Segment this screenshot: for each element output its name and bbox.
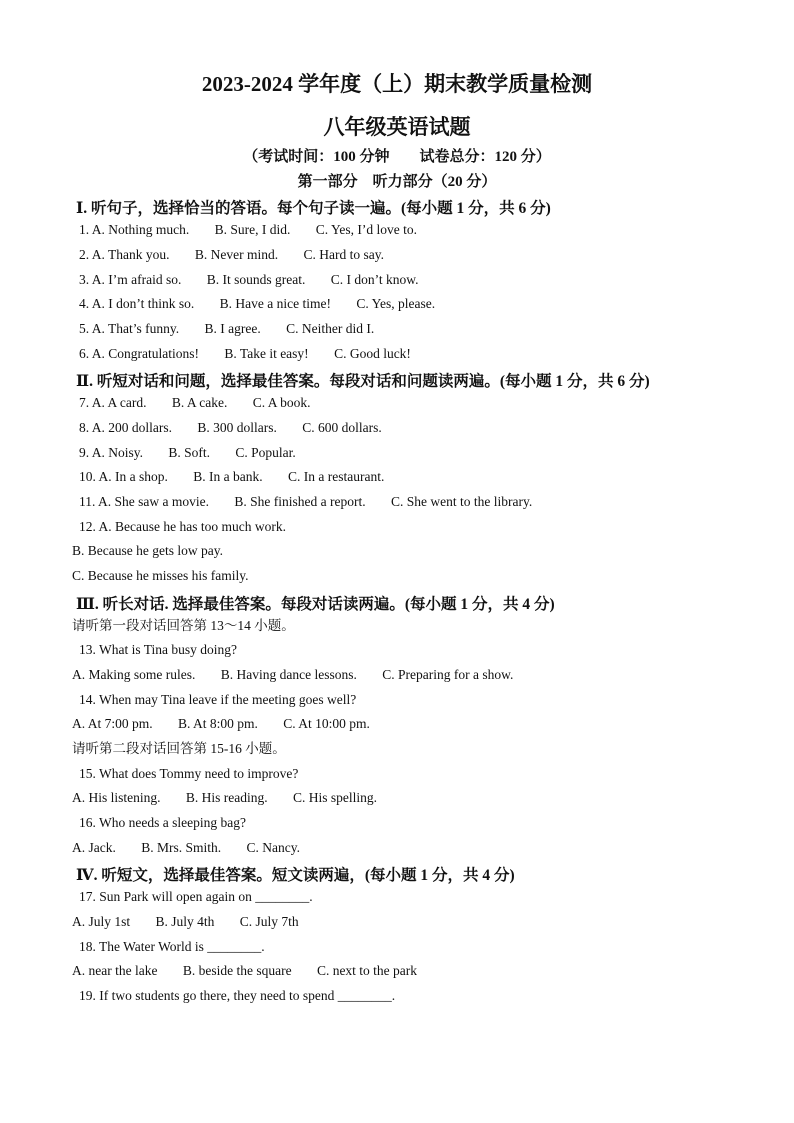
option-b: B. Soft. — [168, 445, 211, 460]
option-c: C. Hard to say. — [303, 247, 385, 262]
option-a: A. near the lake — [72, 963, 158, 978]
option-c: C. Good luck! — [334, 346, 411, 361]
question-7 — [79, 395, 311, 411]
option-c: C. Nancy. — [246, 840, 301, 855]
question-11 — [79, 494, 532, 510]
question-number: 2. — [79, 247, 90, 262]
option-c: C. Popular. — [235, 445, 296, 460]
option-a: A. July 1st — [72, 914, 131, 929]
question-15-stem: 15. What does Tommy need to improve? — [79, 766, 299, 781]
option-a: A. At 7:00 pm. — [72, 716, 153, 731]
question-10 — [79, 469, 384, 485]
question-14-options — [72, 716, 370, 732]
question-number: 10. — [79, 469, 96, 484]
option-b: B. She finished a report. — [234, 494, 366, 509]
question-5 — [79, 321, 374, 337]
instruction-note-1: 请听第一段对话回答第 13～14 小题。 — [72, 618, 295, 633]
question-4 — [79, 296, 435, 312]
question-19-stem: 19. If two students go there, they need to spend ________. — [79, 988, 396, 1003]
section-2-heading: Ⅱ. 听短对话和问题，选择最佳答案。每段对话和问题读两遍。(每小题 1 分，共 6 分) — [76, 373, 650, 390]
exam-subtitle: 八年级英语试题 — [323, 115, 471, 139]
question-6 — [79, 346, 411, 362]
exam-title: 2023-2024 学年度（上）期末教学质量检测 — [201, 72, 593, 96]
option-c: C. A book. — [252, 395, 311, 410]
option-b: B. At 8:00 pm. — [178, 716, 258, 731]
option-b: B. In a bank. — [193, 469, 263, 484]
option-c: C. In a restaurant. — [288, 469, 385, 484]
option-c: C. She went to the library. — [390, 494, 533, 509]
question-number: 12. — [79, 519, 96, 534]
question-8 — [79, 420, 382, 436]
question-number: 3. — [79, 272, 90, 287]
question-12-option-b: B. Because he gets low pay. — [72, 543, 223, 558]
option-b: B. Take it easy! — [224, 346, 309, 361]
option-c: C. 600 dollars. — [302, 420, 382, 435]
option-a: A. Nothing much. — [91, 222, 190, 237]
part-heading: 第一部分 听力部分（20 分） — [297, 174, 497, 190]
question-18-stem: 18. The Water World is ________. — [79, 939, 265, 954]
option-b: B. Sure, I did. — [214, 222, 291, 237]
option-c: C. His spelling. — [293, 790, 378, 805]
option-b: B. 300 dollars. — [197, 420, 277, 435]
option-a: A. Noisy. — [91, 445, 144, 460]
question-number: 6. — [79, 346, 90, 361]
option-b: B. Having dance lessons. — [220, 667, 357, 682]
question-number: 11. — [79, 494, 96, 509]
option-c: C. July 7th — [239, 914, 299, 929]
question-3 — [79, 272, 419, 288]
question-number: 8. — [79, 420, 90, 435]
option-b: B. Mrs. Smith. — [141, 840, 222, 855]
option-b: B. beside the square — [182, 963, 292, 978]
option-c: C. Yes, please. — [356, 296, 436, 311]
option-a: A. In a shop. — [98, 469, 168, 484]
option-c: C. next to the park — [316, 963, 418, 978]
instruction-note-2: 请听第二段对话回答第 15-16 小题。 — [72, 741, 286, 756]
question-12 — [79, 519, 286, 535]
option-c: C. I don’t know. — [330, 272, 419, 287]
question-number: 1. — [79, 222, 90, 237]
option-b: B. His reading. — [185, 790, 268, 805]
option-c: C. Yes, I’d love to. — [315, 222, 418, 237]
question-16-options — [72, 840, 300, 856]
question-number: 7. — [79, 395, 90, 410]
option-a: A. Congratulations! — [91, 346, 200, 361]
question-18-options — [72, 963, 417, 979]
question-12-option-c: C. Because he misses his family. — [72, 568, 249, 583]
option-a: A. I’m afraid so. — [91, 272, 182, 287]
option-b: B. A cake. — [171, 395, 228, 410]
question-1 — [79, 222, 417, 238]
question-17-options — [72, 914, 299, 930]
option-b: B. I agree. — [204, 321, 261, 336]
option-c: C. Preparing for a show. — [382, 667, 514, 682]
question-number: 9. — [79, 445, 90, 460]
option-b: B. It sounds great. — [206, 272, 306, 287]
exam-info: （考试时间：100 分钟 试卷总分：120 分） — [243, 149, 551, 165]
option-c: C. Neither did I. — [286, 321, 375, 336]
option-a: A. I don’t think so. — [91, 296, 195, 311]
option-b: B. Have a nice time! — [219, 296, 331, 311]
option-a: A. Jack. — [72, 840, 116, 855]
option-a: A. Because he has too much work. — [98, 519, 286, 534]
option-b: B. July 4th — [155, 914, 215, 929]
option-a: A. Making some rules. — [72, 667, 196, 682]
option-a: A. His listening. — [72, 790, 161, 805]
question-number: 4. — [79, 296, 90, 311]
question-16-stem: 16. Who needs a sleeping bag? — [79, 815, 246, 830]
option-a: A. A card. — [91, 395, 147, 410]
question-number: 5. — [79, 321, 90, 336]
question-15-options — [72, 790, 377, 806]
section-4-heading: Ⅳ. 听短文，选择最佳答案。短文读两遍，(每小题 1 分，共 4 分) — [76, 867, 515, 884]
question-9 — [79, 445, 296, 461]
question-14-stem: 14. When may Tina leave if the meeting goes well? — [79, 692, 357, 707]
question-2 — [79, 247, 384, 263]
option-a: A. Thank you. — [91, 247, 170, 262]
question-13-stem: 13. What is Tina busy doing? — [79, 642, 238, 657]
section-1-heading: Ⅰ. 听句子，选择恰当的答语。每个句子读一遍。(每小题 1 分，共 6 分) — [76, 200, 551, 217]
question-17-stem: 17. Sun Park will open again on ________. — [79, 889, 313, 904]
option-a: A. That’s funny. — [91, 321, 180, 336]
section-3-heading: Ⅲ. 听长对话. 选择最佳答案。每段对话读两遍。(每小题 1 分，共 4 分) — [76, 596, 555, 613]
option-c: C. At 10:00 pm. — [283, 716, 370, 731]
option-a: A. She saw a movie. — [98, 494, 209, 509]
option-b: B. Never mind. — [194, 247, 279, 262]
question-13-options — [72, 667, 513, 683]
option-a: A. 200 dollars. — [91, 420, 173, 435]
